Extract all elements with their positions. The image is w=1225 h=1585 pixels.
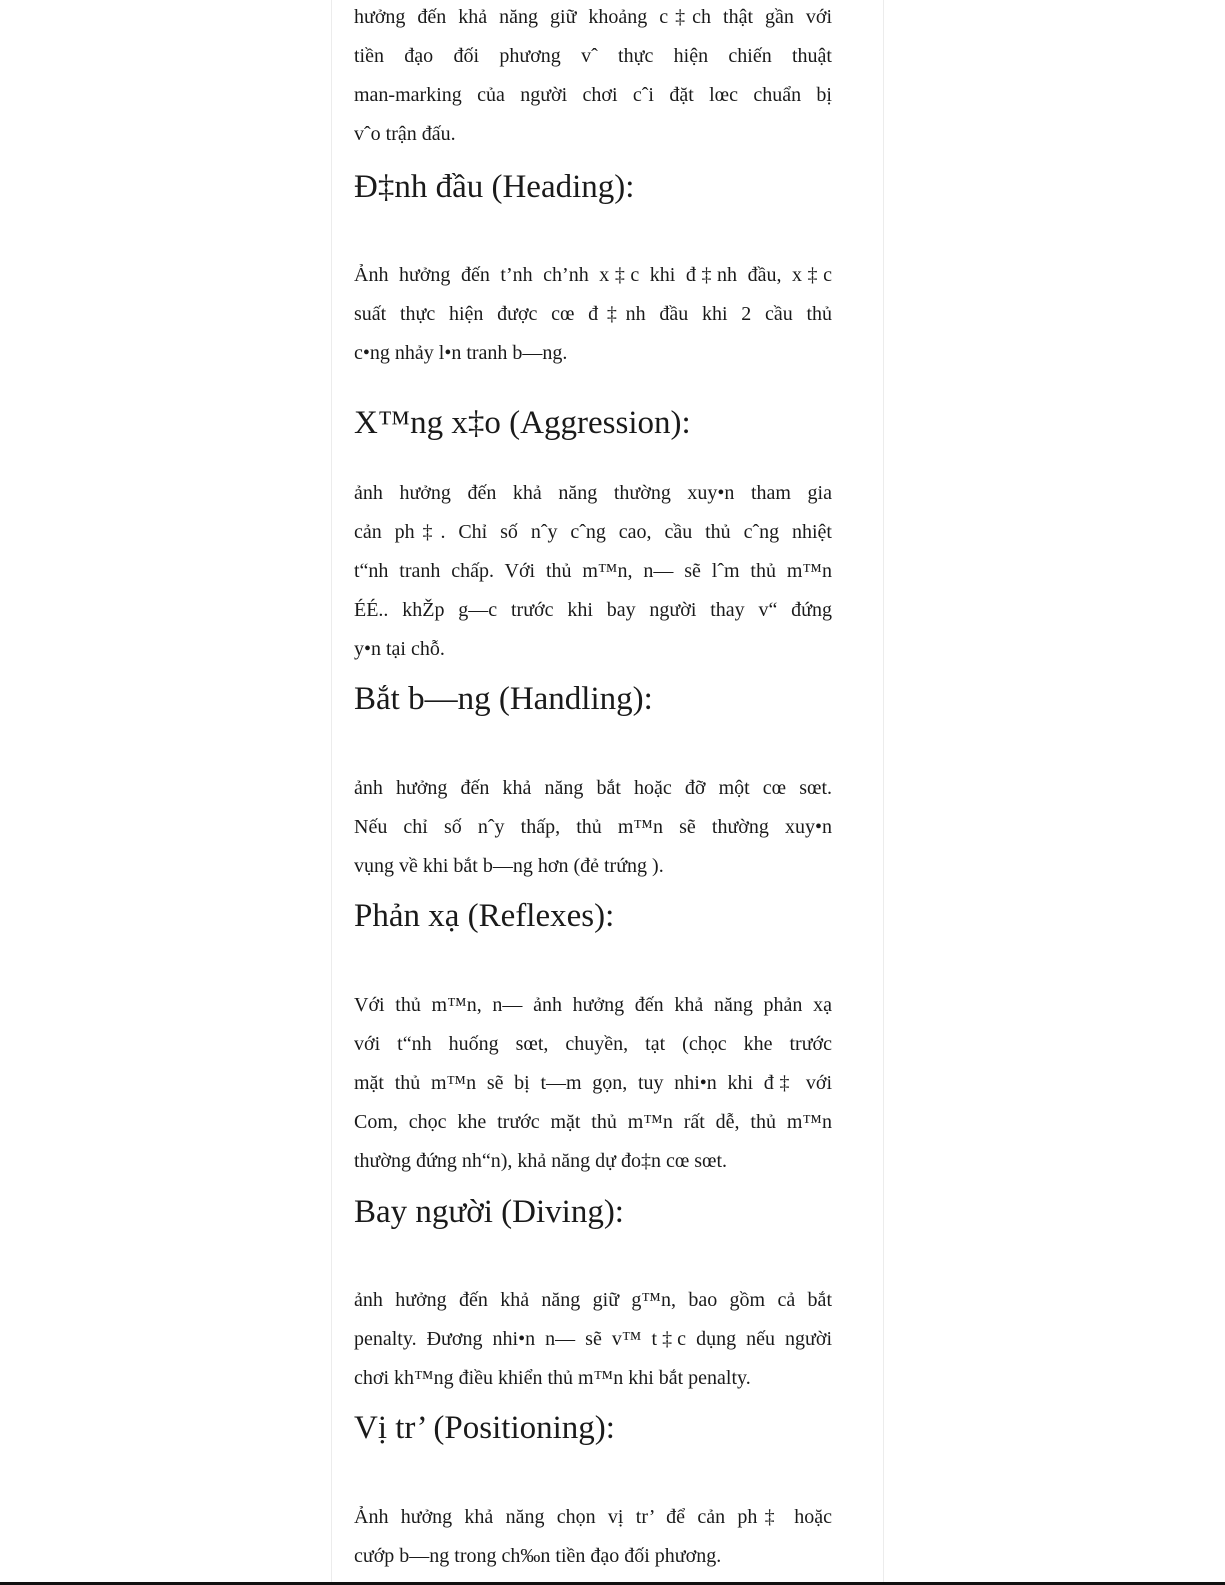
section-paragraph-handling: [354, 769, 832, 886]
section-heading-positioning: Vị tr’ (Positioning):: [354, 1410, 615, 1446]
text-line: Nếu chỉ số nˆy thấp, thủ m™n sẽ thường xuy•n: [354, 816, 832, 838]
text-line: c•ng nhảy l•n tranh b—ng.: [354, 342, 568, 364]
text-line: man-marking của người chơi cˆi đặt lœc chuẩn bị: [354, 84, 832, 106]
text-line: vˆo trận đấu.: [354, 123, 456, 145]
text-line: Ảnh hưởng khả năng chọn vị tr’ để cản ph‡ hoặc: [354, 1506, 832, 1528]
text-line: với t“nh huống sœt, chuyền, tạt (chọc khe trước: [354, 1033, 832, 1055]
text-line: Com, chọc khe trước mặt thủ m™n rất dễ, thủ m™n: [354, 1111, 832, 1133]
text-line: ảnh hưởng đến khả năng giữ g™n, bao gồm cả bắt: [354, 1289, 832, 1311]
text-line: hưởng đến khả năng giữ khoảng c‡ch thật gần với: [354, 6, 832, 28]
text-line: mặt thủ m™n sẽ bị t—m gọn, tuy nhi•n khi đ‡ với: [354, 1072, 832, 1094]
section-heading-handling: Bắt b—ng (Handling):: [354, 681, 653, 717]
text-line: Với thủ m™n, n— ảnh hưởng đến khả năng phản xạ: [354, 994, 832, 1016]
text-line: cản ph‡. Chỉ số nˆy cˆng cao, cầu thủ cˆng nhiệt: [354, 521, 832, 543]
section-paragraph-positioning: [354, 1498, 832, 1576]
section-heading-reflexes: Phản xạ (Reflexes):: [354, 898, 615, 934]
text-line: y•n tại chỗ.: [354, 638, 445, 660]
text-line: penalty. Đương nhi•n n— sẽ v™ t‡c dụng nếu người: [354, 1328, 832, 1350]
section-paragraph-heading: [354, 256, 832, 373]
intro-paragraph: [354, 0, 832, 154]
text-line: suất thực hiện được cœ đ‡nh đầu khi 2 cầu thủ: [354, 303, 832, 325]
text-line: thường đứng nh“n), khả năng dự đo‡n cœ sœt.: [354, 1150, 728, 1172]
section-paragraph-diving: [354, 1281, 832, 1398]
text-line: tiền đạo đối phương vˆ thực hiện chiến thuật: [354, 45, 832, 67]
section-heading-diving: Bay người (Diving):: [354, 1194, 624, 1230]
text-line: cướp b—ng trong ch‰n tiền đạo đối phương.: [354, 1545, 722, 1567]
text-line: t“nh tranh chấp. Với thủ m™n, n— sẽ lˆm thủ m™n: [354, 560, 832, 582]
section-heading-aggression: X™ng x‡o (Aggression):: [354, 405, 691, 441]
text-line: vụng về khi bắt b—ng hơn (đẻ trứng ).: [354, 855, 664, 877]
text-line: Ảnh hưởng đến t’nh ch’nh x‡c khi đ‡nh đầu, x‡c: [354, 264, 832, 286]
section-heading-heading: Đ‡nh đầu (Heading):: [354, 169, 635, 205]
section-paragraph-reflexes: [354, 986, 832, 1181]
text-line: ÉÉ.. khŽp g—c trước khi bay người thay v“ đứng: [354, 599, 832, 621]
text-line: chơi kh™ng điều khiển thủ m™n khi bắt penalty.: [354, 1367, 751, 1389]
text-line: ảnh hưởng đến khả năng bắt hoặc đỡ một cœ sœt.: [354, 777, 832, 799]
section-paragraph-aggression: [354, 474, 832, 669]
text-line: ảnh hưởng đến khả năng thường xuy•n tham gia: [354, 482, 832, 504]
